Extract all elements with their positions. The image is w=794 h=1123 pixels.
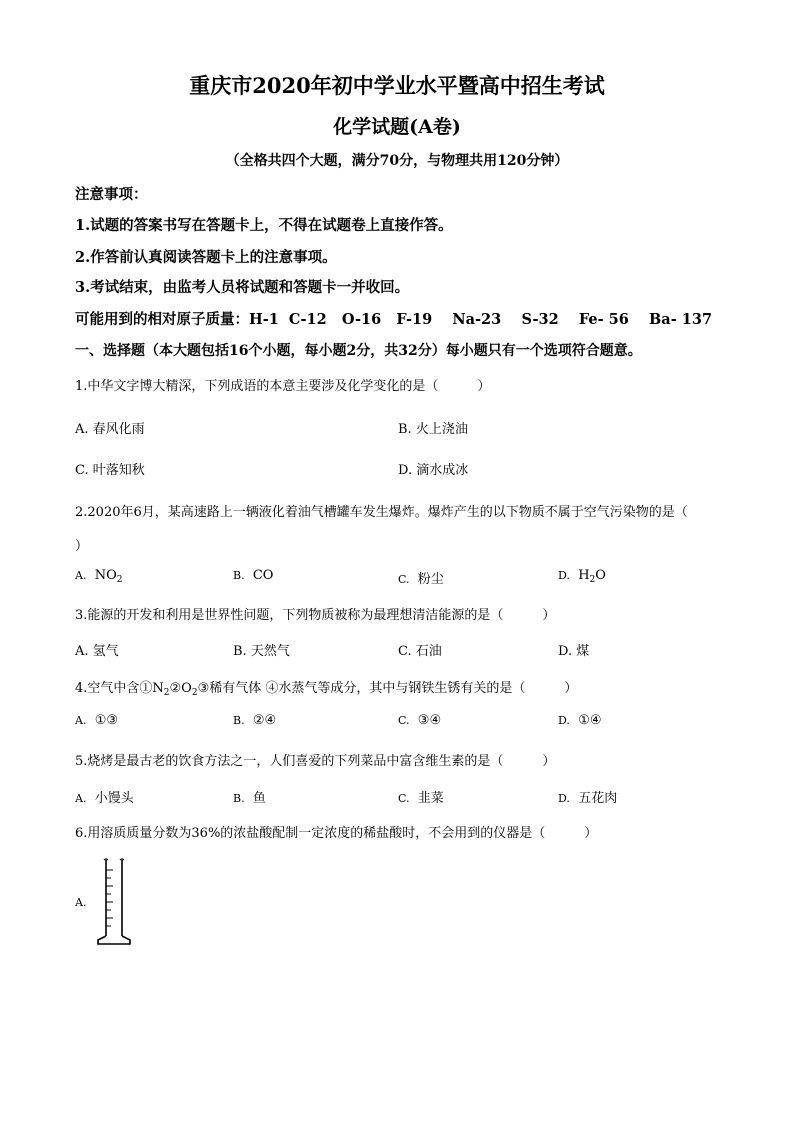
option-label: A. [75, 792, 87, 805]
option-label: C. [398, 714, 410, 727]
option-label: B. [233, 792, 245, 805]
option-a [75, 568, 123, 583]
notice-item: 3.考试结束，由监考人员将试题和答题卡一并收回。 [75, 279, 410, 296]
option-text: 韭菜 [417, 791, 444, 806]
option-d [558, 568, 606, 583]
atomic-mass: S-32 [521, 311, 559, 328]
option-text: ③④ [417, 713, 442, 728]
option-a [75, 713, 118, 728]
option-label: D. [558, 792, 570, 805]
notice-item: 1.试题的答案书写在答题卡上，不得在试题卷上直接作答。 [75, 217, 453, 234]
question-stem-continuation: ） [75, 539, 89, 554]
option-label: D. [558, 714, 570, 727]
atomic-mass: C-12 [288, 311, 327, 328]
option-text: 小馒头 [94, 791, 134, 806]
option-text: NO [94, 568, 117, 583]
option-text: 粉尘 [417, 572, 444, 587]
option-d: D. 滴水成冰 [398, 463, 469, 478]
exam-note: （全格共四个大题，满分70分，与物理共用120分钟） [225, 153, 569, 169]
atomic-mass: Na-23 [452, 311, 502, 328]
option-c [398, 568, 444, 587]
subscript: 2 [163, 688, 170, 698]
question-stem: 5.烧烤是最古老的饮食方法之一，人们喜爱的下列菜品中富含维生素的是（ ） [75, 754, 556, 769]
option-a: A. 氢气 [75, 644, 119, 659]
option-b [233, 568, 273, 583]
question-stem: 2.2020年6月，某高速路上一辆液化着油气槽罐车发生爆炸。爆炸产生的以下物质不属于空气污染物的是（ [75, 505, 688, 520]
graduated-cylinder-icon [94, 856, 134, 948]
option-c: C. 叶落知秋 [75, 463, 145, 478]
option-b [233, 713, 276, 728]
option-label: A. [75, 714, 87, 727]
atomic-mass-label: 可能用到的相对原子质量： [75, 311, 249, 328]
atomic-mass: O-16 [341, 311, 382, 328]
option-label: C. [398, 573, 410, 586]
atomic-mass: Fe- 56 [578, 311, 629, 328]
question-stem [75, 677, 577, 696]
option-text: ①③ [94, 713, 119, 728]
option-d [558, 713, 602, 728]
option-b: B. 天然气 [233, 644, 290, 659]
section-heading: 一、选择题（本大题包括16个小题，每小题2分，共32分）每小题只有一个选项符合题意。 [75, 343, 642, 359]
option-label: B. [233, 714, 245, 727]
question-stem: 1.中华文字博大精深，下列成语的本意主要涉及化学变化的是（ ） [75, 379, 491, 394]
atomic-mass: F-19 [396, 311, 433, 328]
stem-part: ③稀有气体 ④水蒸气等成分，其中与钢铁生锈有关的是（ ） [197, 681, 578, 696]
option-label: A. [75, 896, 87, 909]
exam-title: 重庆市2020年初中学业水平暨高中招生考试 [189, 73, 605, 98]
atomic-mass: H-1 [249, 311, 279, 328]
subscript: 2 [116, 575, 123, 585]
option-text: ①④ [578, 713, 602, 728]
atomic-mass: Ba- 137 [649, 311, 713, 328]
exam-subtitle: 化学试题(A卷) [333, 116, 461, 138]
option-label: B. [233, 569, 245, 582]
option-label: D. [558, 569, 570, 582]
option-text: H [578, 568, 590, 583]
stem-part: ②O [169, 681, 192, 696]
option-text: 鱼 [252, 791, 266, 806]
option-a: A. 春风化雨 [75, 422, 145, 437]
stem-part: 4.空气中含①N [75, 681, 164, 696]
option-label: C. [398, 792, 410, 805]
option-a [75, 787, 134, 806]
option-d: D. 煤 [558, 644, 590, 659]
atomic-mass-line [75, 308, 712, 329]
question-stem: 3.能源的开发和利用是世界性问题，下列物质被称为最理想清洁能源的是（ ） [75, 608, 556, 623]
option-text-tail: O [595, 568, 606, 583]
option-d [558, 787, 617, 806]
notice-heading: 注意事项： [75, 186, 148, 203]
option-c [398, 787, 444, 806]
option-label: A. [75, 569, 87, 582]
subscript: 2 [589, 575, 596, 585]
option-b: B. 火上浇油 [398, 422, 468, 437]
subscript: 2 [191, 688, 198, 698]
notice-item: 2.作答前认真阅读答题卡上的注意事项。 [75, 249, 337, 266]
option-c: C. 石油 [398, 644, 442, 659]
option-text: ②④ [252, 713, 277, 728]
question-stem: 6.用溶质质量分数为36%的浓盐酸配制一定浓度的稀盐酸时，不会用到的仪器是（ ） [75, 826, 598, 841]
option-b [233, 787, 266, 806]
option-text: CO [252, 568, 274, 583]
option-text: 五花肉 [578, 791, 618, 806]
option-c [398, 713, 441, 728]
